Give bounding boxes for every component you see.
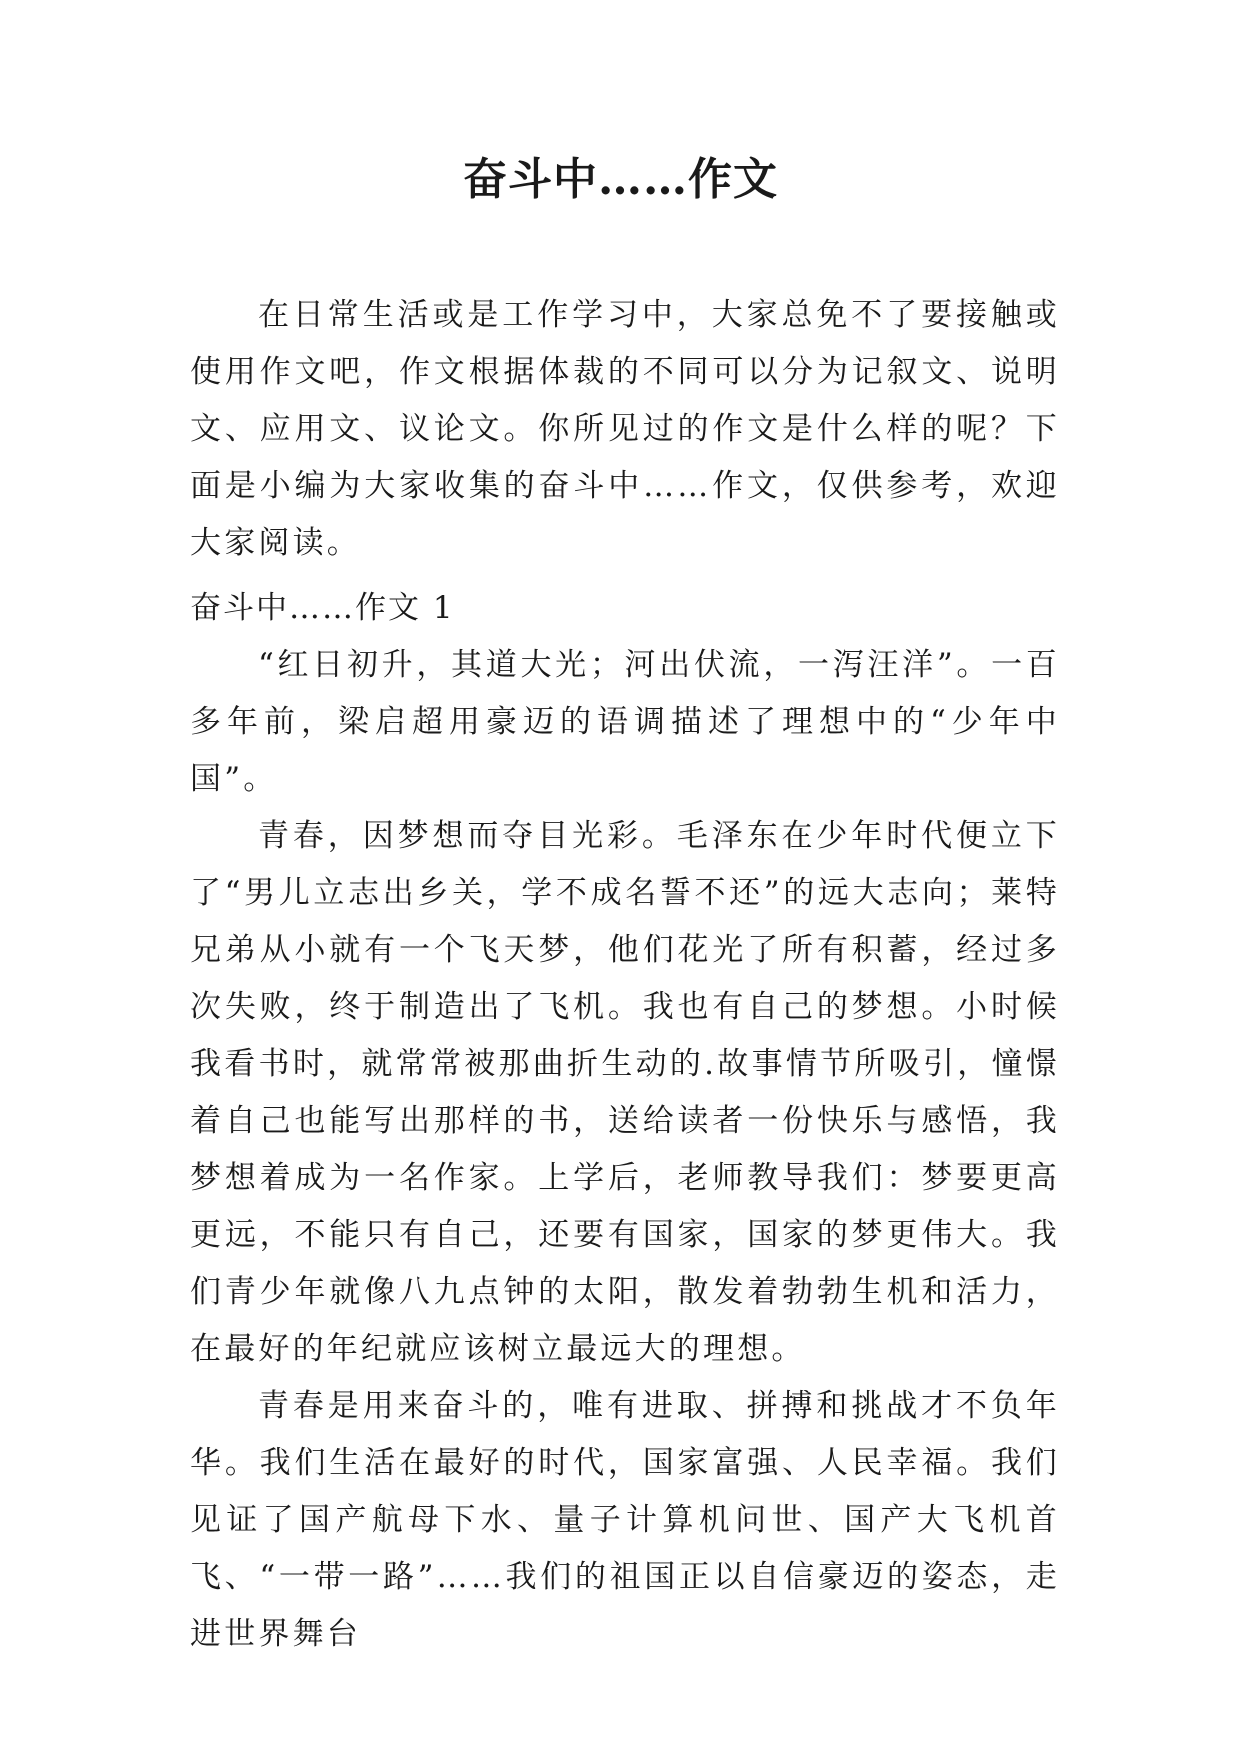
intro-block: [190, 287, 1060, 572]
paragraph-1: “红日初升，其道大光；河出伏流，一泻汪洋”。一百多年前，梁启超用豪迈的语调描述了理想中的“少年中国”。: [190, 647, 1060, 797]
intro-paragraph: 在日常生活或是工作学习中，大家总免不了要接触或使用作文吧，作文根据体裁的不同可以分为记叙文、说明文、应用文、议论文。你所见过的作文是什么样的呢？下面是小编为大家收集的奋斗中……作文，仅供参考，欢迎大家阅读。: [190, 297, 1060, 561]
paragraph-3: 青春是用来奋斗的，唯有进取、拼搏和挑战才不负年华。我们生活在最好的时代，国家富强、人民幸福。我们见证了国产航母下水、量子计算机问世、国产大飞机首飞、“一带一路”……我们的祖国正以自信豪迈的姿态，走进世界舞台: [190, 1388, 1060, 1652]
paragraph-2: 青春，因梦想而夺目光彩。毛泽东在少年时代便立下了“男儿立志出乡关，学不成名誓不还”的远大志向；莱特兄弟从小就有一个飞天梦，他们花光了所有积蓄，经过多次失败，终于制造出了飞机。我也有自己的梦想。小时候我看书时，就常常被那曲折生动的.故事情节所吸引，憧憬着自己也能写出那样的书，送给读者一份快乐与感悟，我梦想着成为一名作家。上学后，老师教导我们：梦要更高更远，不能只有自己，还要有国家，国家的梦更伟大。我们青少年就像八九点钟的太阳，散发着勃勃生机和活力，在最好的年纪就应该树立最远大的理想。: [190, 818, 1060, 1367]
document-title: 奋斗中……作文: [463, 154, 778, 205]
section-heading: 奋斗中……作文 1: [190, 590, 455, 626]
essay-section: [190, 580, 1060, 1663]
